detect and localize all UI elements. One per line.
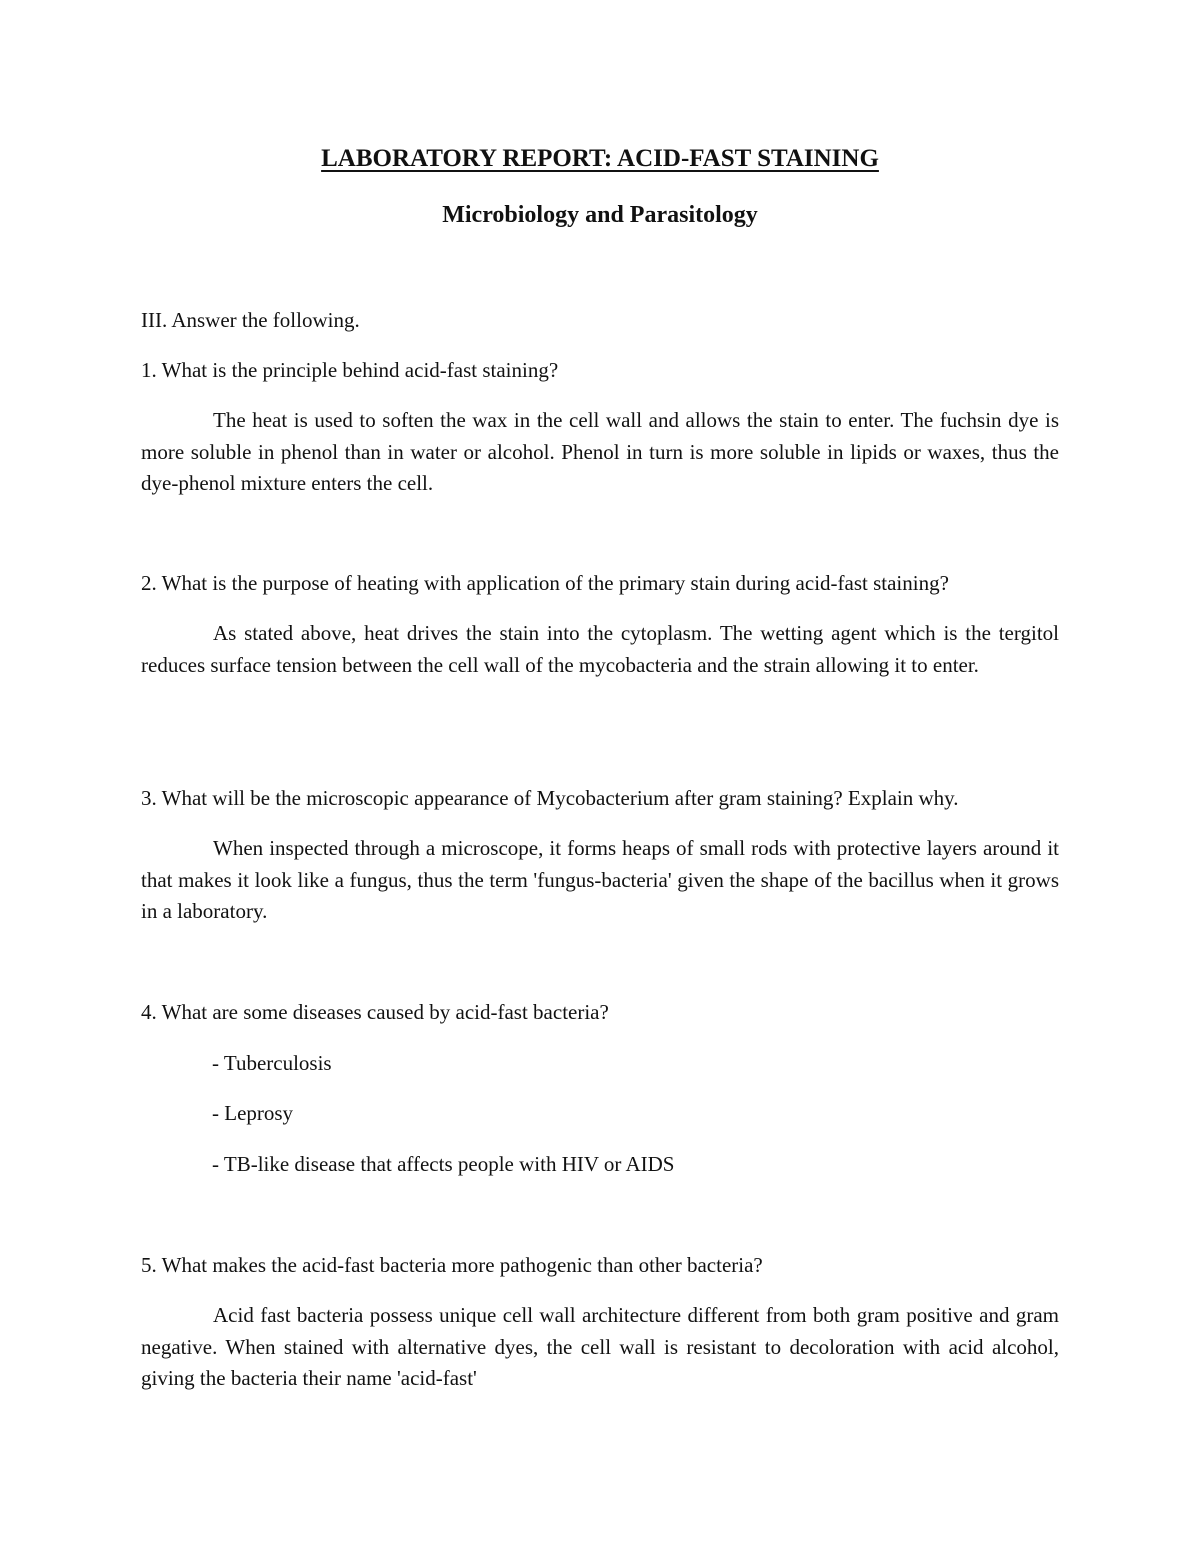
disease-list-item: - Tuberculosis (212, 1051, 332, 1075)
answer-2: As stated above, heat drives the stain into the cytoplasm. The wetting agent which is the tergitol reduces surface tension between the cell wall of the mycobacteria and the strain allowing it to enter. (141, 621, 1059, 677)
question-5: 5. What makes the acid-fast bacteria more pathogenic than other bacteria? (141, 1253, 763, 1277)
question-4: 4. What are some diseases caused by acid-fast bacteria? (141, 1000, 609, 1024)
question-2: 2. What is the purpose of heating with application of the primary stain during acid-fast staining? (141, 571, 949, 595)
disease-list-item: - TB-like disease that affects people with HIV or AIDS (212, 1152, 675, 1176)
disease-list-item: - Leprosy (212, 1101, 294, 1125)
course-subtitle: Microbiology and Parasitology (442, 202, 758, 228)
answer-1: The heat is used to soften the wax in the cell wall and allows the stain to enter. The fuchsin dye is more soluble in phenol than in water or alcohol. Phenol in turn is more soluble in lipids or waxes, thus the dye-phenol mixture enters the cell. (141, 408, 1059, 495)
report-title: LABORATORY REPORT: ACID-FAST STAINING (321, 145, 879, 172)
question-3: 3. What will be the microscopic appearance of Mycobacterium after gram staining? Explain why. (141, 786, 959, 810)
answer-5: Acid fast bacteria possess unique cell wall architecture different from both gram positive and gram negative. When stained with alternative dyes, the cell wall is resistant to decoloration with acid alcohol, giving the bacteria their name 'acid-fast' (141, 1303, 1059, 1390)
answer-3: When inspected through a microscope, it forms heaps of small rods with protective layers around it that makes it look like a fungus, thus the term 'fungus-bacteria' given the shape of the bacillus when it grows in a laboratory. (141, 836, 1059, 923)
question-1: 1. What is the principle behind acid-fast staining? (141, 358, 559, 382)
section-heading: III. Answer the following. (141, 308, 360, 332)
